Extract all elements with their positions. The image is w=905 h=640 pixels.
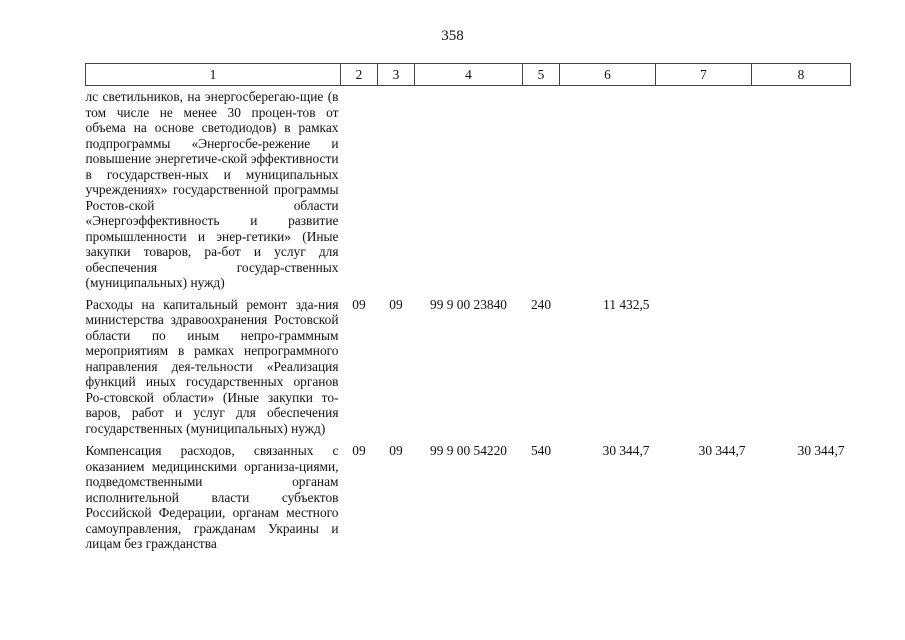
budget-table: [85, 63, 851, 559]
row-subsection-code: [378, 86, 415, 297]
table-row: [86, 297, 851, 444]
row-expense-type: 240: [530, 296, 552, 312]
row-target-article: 99 9 00 23840: [430, 296, 507, 312]
row-amount-year3: [752, 297, 851, 444]
row-amount-year1: 11 432,5: [603, 296, 650, 312]
row-description: лс светильников, на энергосберегаю-щие (в том числе не менее 30 процен-тов от объема на основе светодиодов) в рамках подпрограммы «Энергосбе-режение и повышение энергетиче-ской эффективности в государствен-ных и муниципальных учреждениях» государственной программы Ростов-ской области «Энергоэффективность и развитие промышленности и энер-гетики» (Иные закупки товаров, ра-бот и услуг для обеспечения государ-ственных (муниципальных) нужд): [85, 89, 339, 290]
page-number: 358: [441, 28, 464, 44]
row-expense-type: 540: [530, 443, 552, 458]
row-expense-type: [523, 86, 560, 297]
column-header-8: 8: [752, 64, 851, 86]
column-header-4: 4: [415, 64, 523, 86]
row-description: Расходы на капитальный ремонт зда-ния министерства здравоохранения Ростовской области по иным непро-граммным мероприятиям в рамках непрограммного направления дея-тельности «Реализация функций иных государственных органов Ро-стовской области» (Иные закупки то-варов, работ и услуг для обеспечения государственных (муниципальных) нужд): [85, 296, 339, 436]
row-description: Компенсация расходов, связанных с оказанием медицинскими организа-циями, подведомственными органам исполнительной власти субъектов Российской Федерации, органам местного самоуправления, гражданам Украины и лицам без гражданства: [85, 443, 339, 551]
row-subsection-code: 09: [389, 296, 403, 312]
row-section-code: 09: [352, 296, 366, 312]
row-amount-year1: [560, 86, 656, 297]
column-header-2: 2: [341, 64, 378, 86]
table-row: [86, 86, 851, 297]
row-amount-year3: 30 344,7: [797, 443, 845, 458]
column-header-5: 5: [523, 64, 560, 86]
row-amount-year2: 30 344,7: [698, 443, 746, 458]
column-header-3: 3: [378, 64, 415, 86]
row-amount-year2: [656, 297, 752, 444]
row-amount-year1: 30 344,7: [602, 443, 650, 458]
row-target-article: 99 9 00 54220: [430, 443, 507, 458]
row-amount-year3: [752, 86, 851, 297]
row-subsection-code: 09: [389, 443, 403, 458]
column-header-1: 1: [86, 64, 341, 86]
column-header-7: 7: [656, 64, 752, 86]
row-target-article: [415, 86, 523, 297]
table-row: [86, 443, 851, 559]
row-section-code: [341, 86, 378, 297]
row-section-code: 09: [352, 443, 366, 458]
column-header-6: 6: [560, 64, 656, 86]
row-amount-year2: [656, 86, 752, 297]
column-number-header-row: [86, 64, 851, 86]
